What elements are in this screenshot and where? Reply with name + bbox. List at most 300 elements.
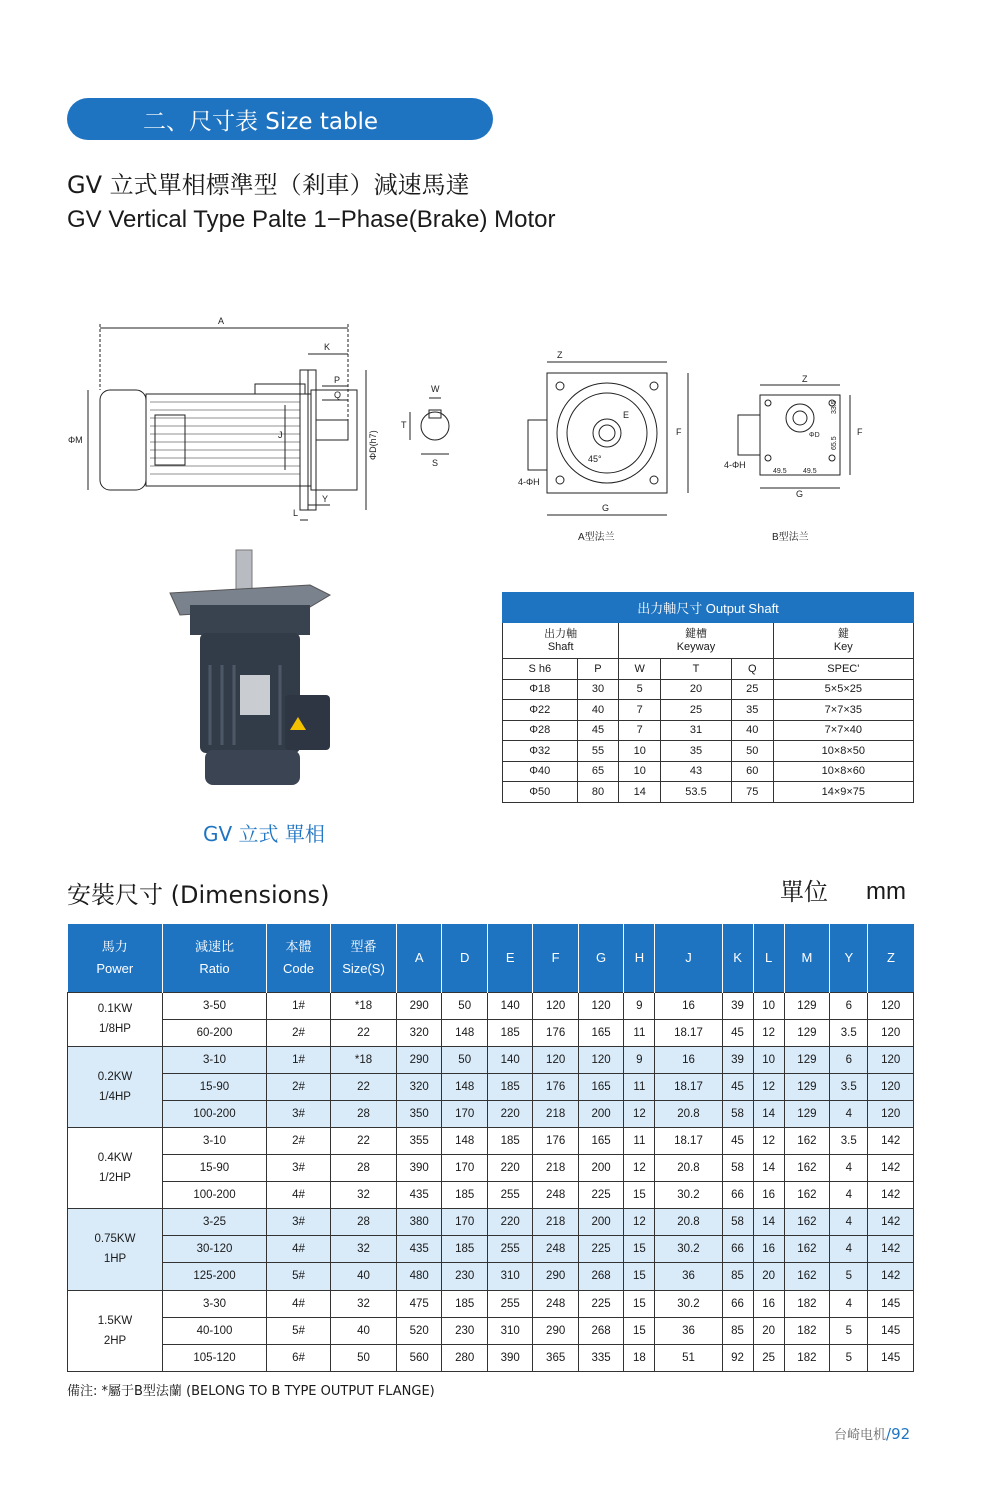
table-cell: 20.8 — [655, 1100, 722, 1127]
table-cell: 290 — [533, 1263, 578, 1290]
table-cell: 14 — [753, 1100, 784, 1127]
table-row — [68, 1263, 914, 1290]
table-cell: 182 — [784, 1317, 829, 1344]
column-header-cn: 本體 — [285, 938, 312, 954]
table-cell: 75 — [731, 782, 773, 803]
shaft-group-en: Shaft — [547, 640, 574, 653]
table-cell: 28 — [331, 1209, 397, 1236]
table-cell: 2# — [267, 1127, 331, 1154]
table-cell: 105-120 — [163, 1344, 267, 1371]
column-header — [487, 924, 532, 992]
table-cell: Φ32 — [503, 741, 578, 762]
table-cell: 36 — [655, 1263, 722, 1290]
table-cell: 120 — [868, 1100, 914, 1127]
label-h: 4-ΦH — [518, 477, 540, 487]
label-e: E — [623, 410, 630, 420]
table-cell: 129 — [784, 1073, 829, 1100]
table-cell: 4 — [830, 1182, 868, 1209]
table-cell: 142 — [868, 1209, 914, 1236]
table-cell: 10 — [753, 1046, 784, 1073]
table-cell: 170 — [442, 1209, 487, 1236]
table-cell: 3# — [267, 1155, 331, 1182]
table-cell: 18.17 — [655, 1073, 722, 1100]
table-cell: 220 — [487, 1155, 532, 1182]
table-cell: 218 — [533, 1155, 578, 1182]
table-cell: 3.5 — [830, 1127, 868, 1154]
table-cell: 50 — [442, 992, 487, 1019]
table-cell: 3# — [267, 1209, 331, 1236]
table-cell: 20 — [753, 1317, 784, 1344]
title-chinese: GV 立式單相標準型（剎車）減速馬達 — [67, 171, 470, 199]
table-row — [68, 1046, 914, 1073]
table-cell: 39 — [722, 1046, 753, 1073]
power-value: 0.4KW — [97, 1152, 133, 1165]
table-cell: 65 — [577, 761, 619, 782]
table-cell: 145 — [868, 1290, 914, 1317]
table-cell: Φ40 — [503, 761, 578, 782]
column-header-cn: 減速比 — [194, 938, 234, 954]
table-cell: 16 — [655, 1046, 722, 1073]
table-cell: 355 — [397, 1127, 442, 1154]
column-header: W — [619, 659, 661, 680]
table-cell: 16 — [655, 992, 722, 1019]
table-cell: 100-200 — [163, 1100, 267, 1127]
table-cell: 176 — [533, 1073, 578, 1100]
table-row — [503, 720, 914, 741]
table-cell: 7 — [619, 720, 661, 741]
column-header-en: Size(S) — [342, 960, 385, 976]
table-row — [68, 1073, 914, 1100]
table-cell: 50 — [331, 1344, 397, 1371]
table-row — [68, 992, 914, 1019]
label-s: S — [432, 458, 439, 468]
table-cell: 5 — [830, 1263, 868, 1290]
table-cell: 185 — [487, 1127, 532, 1154]
technical-drawing — [60, 310, 880, 550]
table-cell: 3# — [267, 1100, 331, 1127]
table-cell: 14×9×75 — [773, 782, 913, 803]
column-header: SPEC' — [773, 659, 913, 680]
column-header — [533, 924, 578, 992]
label-k: K — [324, 342, 331, 352]
label-g: G — [602, 503, 610, 513]
label-b-dim4: 33.5 — [831, 400, 838, 414]
table-cell: Φ50 — [503, 782, 578, 803]
table-cell: 162 — [784, 1209, 829, 1236]
shaft-header-row — [503, 659, 914, 680]
table-cell: 200 — [578, 1209, 623, 1236]
dimensions-table — [67, 924, 914, 1372]
table-cell: 170 — [442, 1100, 487, 1127]
table-cell: 3-30 — [163, 1290, 267, 1317]
label-flange-b: B型法兰 — [772, 532, 809, 543]
label-d: ΦD(h7) — [368, 430, 378, 460]
table-cell: 4 — [830, 1236, 868, 1263]
table-cell: 5# — [267, 1263, 331, 1290]
table-cell: 32 — [331, 1290, 397, 1317]
power-value: 1.5KW — [97, 1314, 133, 1327]
table-cell: 176 — [533, 1127, 578, 1154]
table-cell: 142 — [868, 1263, 914, 1290]
column-header — [442, 924, 487, 992]
table-cell: 162 — [784, 1182, 829, 1209]
column-header-en: Y — [844, 949, 854, 965]
table-cell: 20 — [753, 1263, 784, 1290]
label-m: ΦM — [68, 435, 83, 445]
table-cell: 290 — [397, 1046, 442, 1073]
table-cell: 11 — [624, 1073, 655, 1100]
table-cell: 40-100 — [163, 1317, 267, 1344]
table-row — [68, 1317, 914, 1344]
output-shaft — [316, 420, 348, 440]
power-cell — [68, 1046, 163, 1127]
table-cell: 22 — [331, 1073, 397, 1100]
table-cell: 30.2 — [655, 1182, 722, 1209]
table-cell: 85 — [722, 1263, 753, 1290]
table-cell: 43 — [661, 761, 732, 782]
product-photo — [160, 545, 360, 795]
label-w: W — [431, 384, 440, 394]
unit-label: 單位 — [780, 878, 828, 906]
column-header-en: M — [801, 949, 813, 965]
table-row — [503, 782, 914, 803]
power-cell — [68, 992, 163, 1046]
table-cell: Φ18 — [503, 679, 578, 700]
table-cell: 9 — [624, 992, 655, 1019]
table-row — [68, 1100, 914, 1127]
label-a: A — [218, 316, 225, 326]
table-cell: 148 — [442, 1127, 487, 1154]
key-group-en: Key — [833, 640, 853, 653]
table-cell: 100-200 — [163, 1182, 267, 1209]
table-cell: 165 — [578, 1073, 623, 1100]
power-value: 1HP — [103, 1253, 127, 1266]
table-cell: 5×5×25 — [773, 679, 913, 700]
column-header: S h6 — [503, 659, 578, 680]
table-cell: 142 — [868, 1127, 914, 1154]
table-cell: 4# — [267, 1182, 331, 1209]
table-cell: 3.5 — [830, 1019, 868, 1046]
power-value: 2HP — [103, 1334, 127, 1347]
table-cell: 7×7×40 — [773, 720, 913, 741]
table-cell: 60-200 — [163, 1019, 267, 1046]
table-cell: 12 — [624, 1209, 655, 1236]
table-cell: 18.17 — [655, 1019, 722, 1046]
table-cell: 290 — [397, 992, 442, 1019]
output-shaft-table — [502, 592, 914, 803]
table-row — [68, 1344, 914, 1371]
table-cell: 6 — [830, 1046, 868, 1073]
table-cell: 5 — [619, 679, 661, 700]
label-b-dim2: 49.5 — [803, 468, 817, 475]
table-cell: 28 — [331, 1155, 397, 1182]
table-cell: 435 — [397, 1236, 442, 1263]
table-cell: 142 — [868, 1236, 914, 1263]
power-cell — [68, 1290, 163, 1371]
table-cell: 4 — [830, 1155, 868, 1182]
power-value: 0.1KW — [97, 1003, 133, 1016]
table-cell: 53.5 — [661, 782, 732, 803]
table-cell: 230 — [442, 1263, 487, 1290]
dimensions-title: 安裝尺寸 (Dimensions) — [67, 881, 330, 909]
table-cell: 255 — [487, 1182, 532, 1209]
label-b-dim3: 65.5 — [831, 436, 838, 450]
column-header — [830, 924, 868, 992]
table-cell: 25 — [661, 700, 732, 721]
table-cell: 162 — [784, 1236, 829, 1263]
table-cell: *18 — [331, 1046, 397, 1073]
table-cell: 148 — [442, 1073, 487, 1100]
dimensions-table-body — [68, 992, 914, 1371]
table-cell: Φ22 — [503, 700, 578, 721]
table-cell: 4# — [267, 1236, 331, 1263]
table-cell: 320 — [397, 1019, 442, 1046]
table-row — [68, 1290, 914, 1317]
table-cell: 145 — [868, 1317, 914, 1344]
table-cell: 170 — [442, 1155, 487, 1182]
table-cell: 310 — [487, 1263, 532, 1290]
table-cell: 15 — [624, 1317, 655, 1344]
table-cell: 40 — [577, 700, 619, 721]
table-cell: 185 — [442, 1236, 487, 1263]
table-row — [503, 741, 914, 762]
table-cell: 36 — [655, 1317, 722, 1344]
table-cell: 20 — [661, 679, 732, 700]
table-cell: 60 — [731, 761, 773, 782]
table-cell: 148 — [442, 1019, 487, 1046]
table-cell: 10×8×60 — [773, 761, 913, 782]
table-cell: 120 — [868, 1046, 914, 1073]
column-header-en: Code — [282, 960, 315, 976]
column-header-en: J — [685, 949, 692, 965]
table-cell: 66 — [722, 1236, 753, 1263]
table-cell: 248 — [533, 1182, 578, 1209]
label-h-b: 4-ΦH — [724, 460, 746, 470]
power-value: 1/4HP — [99, 1090, 131, 1103]
photo-caption: GV 立式 單相 — [203, 822, 325, 846]
table-cell: 380 — [397, 1209, 442, 1236]
table-cell: 165 — [578, 1019, 623, 1046]
table-cell: 92 — [722, 1344, 753, 1371]
table-cell: 390 — [397, 1155, 442, 1182]
table-row — [68, 1236, 914, 1263]
table-cell: 480 — [397, 1263, 442, 1290]
table-cell: 5# — [267, 1317, 331, 1344]
shaft-table-body — [503, 679, 914, 802]
keyway-group-en: Keyway — [676, 640, 716, 653]
column-header-en: K — [733, 949, 742, 965]
table-cell: 142 — [868, 1155, 914, 1182]
label-b-dim1: 49.5 — [773, 468, 787, 475]
motor-body — [146, 394, 311, 486]
table-cell: 120 — [578, 1046, 623, 1073]
table-row — [68, 1209, 914, 1236]
table-cell: 12 — [753, 1127, 784, 1154]
table-cell: 142 — [868, 1182, 914, 1209]
power-cell — [68, 1127, 163, 1208]
table-cell: 32 — [331, 1236, 397, 1263]
table-cell: 225 — [578, 1290, 623, 1317]
column-header-en: A — [414, 949, 424, 965]
table-cell: Φ28 — [503, 720, 578, 741]
flange-b-outline — [760, 395, 840, 475]
table-cell: 12 — [753, 1019, 784, 1046]
label-q: Q — [334, 390, 342, 400]
column-header — [753, 924, 784, 992]
column-header — [331, 924, 397, 992]
table-cell: 162 — [784, 1127, 829, 1154]
table-cell: 20.8 — [655, 1209, 722, 1236]
table-cell: 58 — [722, 1155, 753, 1182]
table-cell: 1# — [267, 992, 331, 1019]
table-cell: 3-10 — [163, 1046, 267, 1073]
table-cell: 230 — [442, 1317, 487, 1344]
page-footer — [834, 1424, 910, 1443]
key-group-header — [773, 623, 913, 659]
column-header — [624, 924, 655, 992]
table-cell: 520 — [397, 1317, 442, 1344]
table-cell: 22 — [331, 1127, 397, 1154]
section-header — [67, 98, 493, 140]
table-cell: 1# — [267, 1046, 331, 1073]
column-header-en: Ratio — [199, 960, 230, 976]
table-cell: 9 — [624, 1046, 655, 1073]
table-cell: 14 — [619, 782, 661, 803]
table-cell: 129 — [784, 1100, 829, 1127]
column-header-en: G — [596, 949, 607, 965]
motor-fan-cover — [100, 390, 146, 490]
table-cell: 176 — [533, 1019, 578, 1046]
table-cell: 390 — [487, 1344, 532, 1371]
key-group-cn: 鍵 — [837, 627, 849, 640]
table-cell: 4 — [830, 1290, 868, 1317]
table-cell: 40 — [331, 1317, 397, 1344]
table-cell: 40 — [331, 1263, 397, 1290]
table-cell: 140 — [487, 992, 532, 1019]
table-cell: 3-50 — [163, 992, 267, 1019]
table-cell: 39 — [722, 992, 753, 1019]
power-value: 0.75KW — [94, 1233, 136, 1246]
table-cell: 22 — [331, 1019, 397, 1046]
column-header-en: L — [765, 949, 773, 965]
column-header-cn: 型番 — [350, 938, 377, 954]
table-cell: 16 — [753, 1182, 784, 1209]
table-cell: 66 — [722, 1290, 753, 1317]
column-header — [578, 924, 623, 992]
table-cell: 80 — [577, 782, 619, 803]
table-cell: 2# — [267, 1019, 331, 1046]
table-cell: 225 — [578, 1236, 623, 1263]
table-cell: 15 — [624, 1263, 655, 1290]
table-cell: 182 — [784, 1290, 829, 1317]
title-english: GV Vertical Type Palte 1−Phase(Brake) Motor — [67, 206, 556, 233]
table-cell: 45 — [722, 1127, 753, 1154]
table-cell: 10 — [619, 761, 661, 782]
table-cell: 5 — [830, 1317, 868, 1344]
table-cell: 120 — [868, 992, 914, 1019]
unit-value: mm — [866, 878, 906, 905]
table-cell: 10 — [753, 992, 784, 1019]
table-cell: 185 — [442, 1182, 487, 1209]
power-value: 1/8HP — [99, 1023, 131, 1036]
table-cell: 255 — [487, 1236, 532, 1263]
table-cell: 185 — [487, 1019, 532, 1046]
table-cell: 335 — [578, 1344, 623, 1371]
table-cell: 66 — [722, 1182, 753, 1209]
keyway-group-header — [619, 623, 773, 659]
table-cell: 182 — [784, 1344, 829, 1371]
table-cell: 350 — [397, 1100, 442, 1127]
table-cell: 25 — [731, 679, 773, 700]
table-cell: 162 — [784, 1155, 829, 1182]
label-y: Y — [322, 494, 329, 504]
label-t: T — [401, 420, 407, 430]
section-title: 二、尺寸表 Size table — [143, 108, 379, 135]
table-cell: 3.5 — [830, 1073, 868, 1100]
table-cell: 200 — [578, 1100, 623, 1127]
table-cell: 28 — [331, 1100, 397, 1127]
table-cell: 280 — [442, 1344, 487, 1371]
table-cell: 15 — [624, 1182, 655, 1209]
table-cell: 6 — [830, 992, 868, 1019]
table-cell: 475 — [397, 1290, 442, 1317]
table-cell: 4 — [830, 1100, 868, 1127]
table-cell: 185 — [442, 1290, 487, 1317]
label-l: L — [293, 508, 299, 518]
table-cell: 50 — [442, 1046, 487, 1073]
table-cell: 120 — [868, 1019, 914, 1046]
column-header — [655, 924, 722, 992]
table-cell: 15-90 — [163, 1073, 267, 1100]
table-cell: 50 — [731, 741, 773, 762]
table-cell: 255 — [487, 1290, 532, 1317]
table-cell: 20.8 — [655, 1155, 722, 1182]
table-cell: 200 — [578, 1155, 623, 1182]
label-g-b: G — [796, 489, 804, 499]
table-cell: 51 — [655, 1344, 722, 1371]
table-cell: 16 — [753, 1290, 784, 1317]
table-cell: 35 — [731, 700, 773, 721]
label-b-phi: ΦD — [809, 432, 820, 439]
column-header: P — [577, 659, 619, 680]
table-cell: 55 — [577, 741, 619, 762]
table-cell: 12 — [624, 1155, 655, 1182]
table-cell: 225 — [578, 1182, 623, 1209]
table-cell: 12 — [624, 1100, 655, 1127]
table-cell: *18 — [331, 992, 397, 1019]
table-cell: 25 — [753, 1344, 784, 1371]
power-value: 1/2HP — [99, 1172, 131, 1185]
table-cell: 14 — [753, 1155, 784, 1182]
table-cell: 185 — [487, 1073, 532, 1100]
table-cell: 15 — [624, 1290, 655, 1317]
table-cell: 248 — [533, 1236, 578, 1263]
table-cell: 120 — [868, 1073, 914, 1100]
table-cell: 220 — [487, 1100, 532, 1127]
table-cell: 6# — [267, 1344, 331, 1371]
table-cell: 120 — [533, 992, 578, 1019]
table-cell: 10 — [619, 741, 661, 762]
table-cell: 220 — [487, 1209, 532, 1236]
table-cell: 3-10 — [163, 1127, 267, 1154]
table-cell: 4 — [830, 1209, 868, 1236]
table-cell: 35 — [661, 741, 732, 762]
table-cell: 18 — [624, 1344, 655, 1371]
table-cell: 15 — [624, 1236, 655, 1263]
table-cell: 18.17 — [655, 1127, 722, 1154]
column-header: Q — [731, 659, 773, 680]
table-cell: 2# — [267, 1073, 331, 1100]
